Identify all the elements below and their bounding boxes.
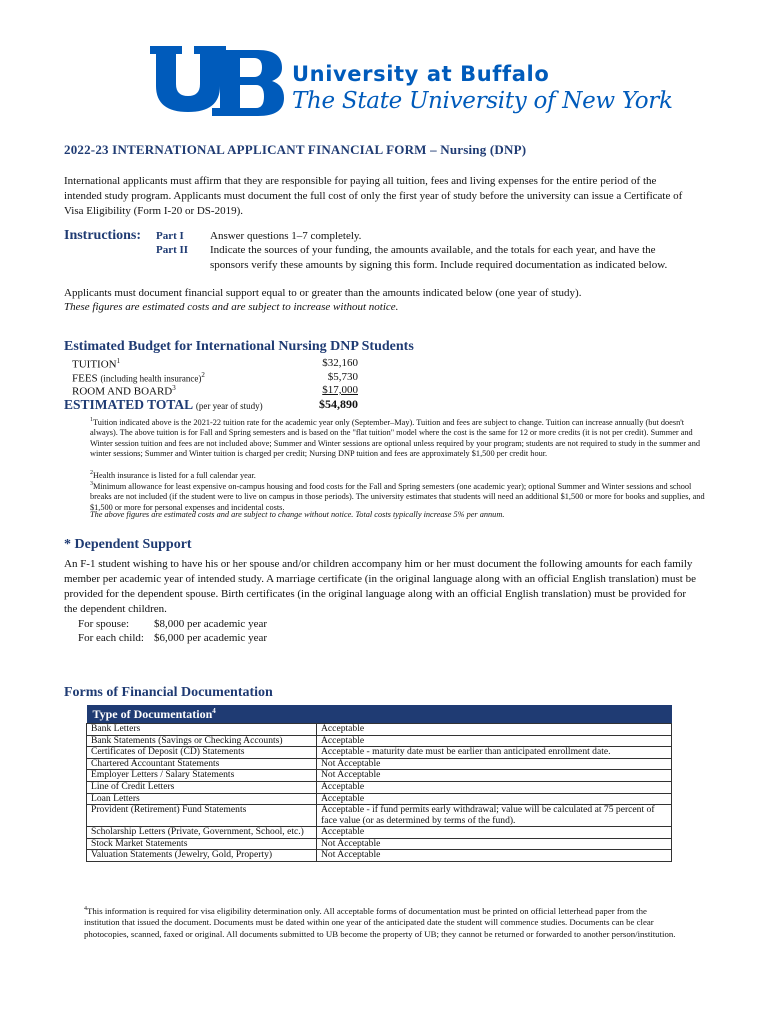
doc-status-cell: Acceptable: [317, 724, 672, 736]
part2-label: Part II: [156, 244, 189, 256]
footnote-italic: The above figures are estimated costs and are subject to change without notice. Total costs typically increase 5% per annum.: [90, 510, 505, 519]
dependent-heading: * Dependent Support: [64, 537, 192, 552]
budget-row-total: [64, 397, 358, 413]
budget-heading: Estimated Budget for International Nursing DNP Students: [64, 339, 414, 354]
table-row: [87, 838, 672, 850]
spouse-label: For spouse:: [78, 618, 130, 630]
documentation-table: [86, 705, 672, 862]
doc-type-cell: Certificates of Deposit (CD) Statements: [87, 747, 317, 759]
support-note-italic: These figures are estimated costs and are subject to increase without notice.: [64, 301, 399, 313]
table-row: [87, 827, 672, 839]
child-label: For each child:: [78, 632, 144, 644]
fees-label: FEES: [72, 372, 98, 385]
table-row: [87, 747, 672, 759]
fees-sub: (including health insurance): [100, 373, 202, 384]
doc-status-cell: Not Acceptable: [317, 850, 672, 862]
table-row: [87, 781, 672, 793]
tuition-sup: 1: [116, 357, 121, 365]
doc-type-cell: Loan Letters: [87, 793, 317, 805]
doc-status-cell: Acceptable - maturity date must be earlier than anticipated enrollment date.: [317, 747, 672, 759]
ub-logo-icon: [150, 44, 286, 118]
doc-type-cell: Stock Market Statements: [87, 838, 317, 850]
room-sup: 3: [172, 384, 176, 392]
doc-type-cell: Chartered Accountant Statements: [87, 758, 317, 770]
table-row: [87, 793, 672, 805]
table-row: [87, 724, 672, 736]
footnote-2: $^2$Health insurance is listed for a full calendar year.: [90, 470, 256, 480]
part2-text: Indicate the sources of your funding, the amounts available, and the totals for each year, and have the sponsors verify these amounts by signing this form. Include required documentation as indicated below.: [210, 244, 668, 271]
documentation-footnote: [84, 904, 684, 940]
documentation-footnote-sup: 4: [84, 906, 87, 912]
table-row: [87, 850, 672, 862]
doc-type-cell: Scholarship Letters (Private, Government, School, etc.): [87, 827, 317, 839]
tuition-value: $32,160: [322, 357, 358, 369]
university-logo: [150, 44, 673, 118]
dependent-text: An F-1 student wishing to have his or her spouse and/or children accompany him or her must document the following amounts for each family member per academic year of intended study. A marriage certificate (in the original language along with an official English translation) must be provided for the dependent spouse. Birth certificates (in the original language along with an official English translation) must be provided for the dependent children.: [64, 558, 696, 615]
room-value: $17,000: [322, 384, 358, 396]
doc-type-cell: Line of Credit Letters: [87, 781, 317, 793]
doc-status-cell: Acceptable: [317, 735, 672, 747]
fees-value: $5,730: [327, 371, 358, 383]
footnote-3-text: Minimum allowance for least expensive on-campus housing and food costs for the Fall and Spring semesters (one academic year); optional Summer and Winter sessions and school breaks are not included (if the student were to live on campus in those periods). The university estimates that students will need an additional $1,500 or more for books and supplies, and $1,500 or more for personal expenses and incidental costs.: [90, 481, 705, 512]
part1-label: Part I: [156, 230, 184, 242]
fees-sup: 2: [201, 371, 205, 379]
doc-status-cell: Acceptable: [317, 781, 672, 793]
table-row: [87, 805, 672, 827]
doc-status-cell: Not Acceptable: [317, 838, 672, 850]
documentation-heading: Forms of Financial Documentation: [64, 685, 273, 700]
total-sub: (per year of study): [195, 401, 263, 411]
spouse-value: $8,000 per academic year: [154, 618, 267, 630]
part1-text: Answer questions 1–7 completely.: [210, 230, 362, 242]
table-row: [87, 735, 672, 747]
tuition-label: TUITION: [72, 358, 117, 371]
logo-line-suny: The State University of New York: [292, 88, 673, 114]
doc-type-cell: Employer Letters / Salary Statements: [87, 770, 317, 782]
doc-status-cell: Acceptable - if fund permits early withdrawal; value will be calculated at 75 percent of face value (or as determined by terms of the fund).: [317, 805, 672, 827]
intro-paragraph: International applicants must affirm that they are responsible for paying all tuition, fees and living expenses for the entire period of the intended study program. Applicants must document the full cost of only the first year of study before the university can issue a Certificate of Visa Eligibility (Form I-20 or DS-2019).: [64, 175, 683, 217]
room-label: ROOM AND BOARD: [72, 385, 173, 398]
support-note: Applicants must document financial support equal to or greater than the amounts indicated below (one year of study).: [64, 287, 582, 299]
footnote-1: $^1$Tuition indicated above is the 2021-22 tuition rate for the academic year only (September–May). Tuition and fees are subject to change. Tuition can increase annually (but doesn't always). The above tuition is for Fall and Spring semesters and is based on the "flat tuition" model where the cost is the same for 12 or more credits (it is not per credit). Summer and Winter session tuition and fees are not included above; Summer and Winter sessions are optional unless required by your program; students are not required to study in the summer and winter sessions; Summer and Winter tuition is charged per credit; Nursing DNP tuition and fees are approximately $1,500 per credit hour.: [90, 417, 701, 459]
doc-status-cell: Acceptable: [317, 793, 672, 805]
instructions-label: Instructions:: [64, 228, 142, 243]
footnote-2-text: Health insurance is listed for a full calendar year.: [93, 470, 256, 480]
total-value: $54,890: [319, 397, 358, 411]
footnote-3: $^3$Minimum allowance for least expensive on-campus housing and food costs for the Fall and Spring semesters (one academic year); optional Summer and Winter sessions and school breaks are not included (if the student were to live on campus in those periods). The university estimates that students will need an additional $1,500 or more for books and supplies, and $1,500 or more for personal expenses and incidental costs.: [90, 481, 705, 512]
doc-type-cell: Bank Statements (Savings or Checking Accounts): [87, 735, 317, 747]
table-row: [87, 758, 672, 770]
doc-status-cell: Not Acceptable: [317, 770, 672, 782]
doc-type-cell: Provident (Retirement) Fund Statements: [87, 805, 317, 827]
documentation-footnote-text: This information is required for visa eligibility determination only. All acceptable forms of documentation must be printed on official letterhead paper from the institution that issued the document. Documents must be dated within one year of the anticipated date the student will commence studies. Documents can be clear photocopies, scanned, faxed or original. All documents submitted to UB become the property of UB; they cannot be returned or forwarded to another person/institution.: [84, 905, 676, 939]
form-title: 2022-23 INTERNATIONAL APPLICANT FINANCIAL FORM – Nursing (DNP): [64, 142, 527, 157]
total-label: ESTIMATED TOTAL: [64, 397, 194, 412]
doc-status-cell: Not Acceptable: [317, 758, 672, 770]
doc-status-cell: Acceptable: [317, 827, 672, 839]
budget-row-room: [72, 384, 358, 398]
logo-line-university: University at Buffalo: [292, 62, 550, 86]
doc-type-cell: Bank Letters: [87, 724, 317, 736]
budget-row-fees: [72, 371, 358, 385]
table-header: Type of Documentation$^4$: [87, 705, 672, 724]
doc-type-cell: Valuation Statements (Jewelry, Gold, Property): [87, 850, 317, 862]
table-row: [87, 770, 672, 782]
child-value: $6,000 per academic year: [154, 632, 267, 644]
footnote-1-text: Tuition indicated above is the 2021-22 tuition rate for the academic year only (September–May). Tuition and fees are subject to change. Tuition can increase annually (but doesn't always). The above tuition is for Fall and Spring semesters and is based on the "flat tuition" model where the cost is the same for 12 or more credits (it is not per credit). Summer and Winter session tuition and fees are not included above; Summer and Winter sessions are optional unless required by your program; students are not required to study in the summer and winter sessions; Summer and Winter tuition is charged per credit; Nursing DNP tuition and fees are approximately $1,500 per credit hour.: [90, 417, 701, 459]
budget-row-tuition: [72, 357, 358, 371]
